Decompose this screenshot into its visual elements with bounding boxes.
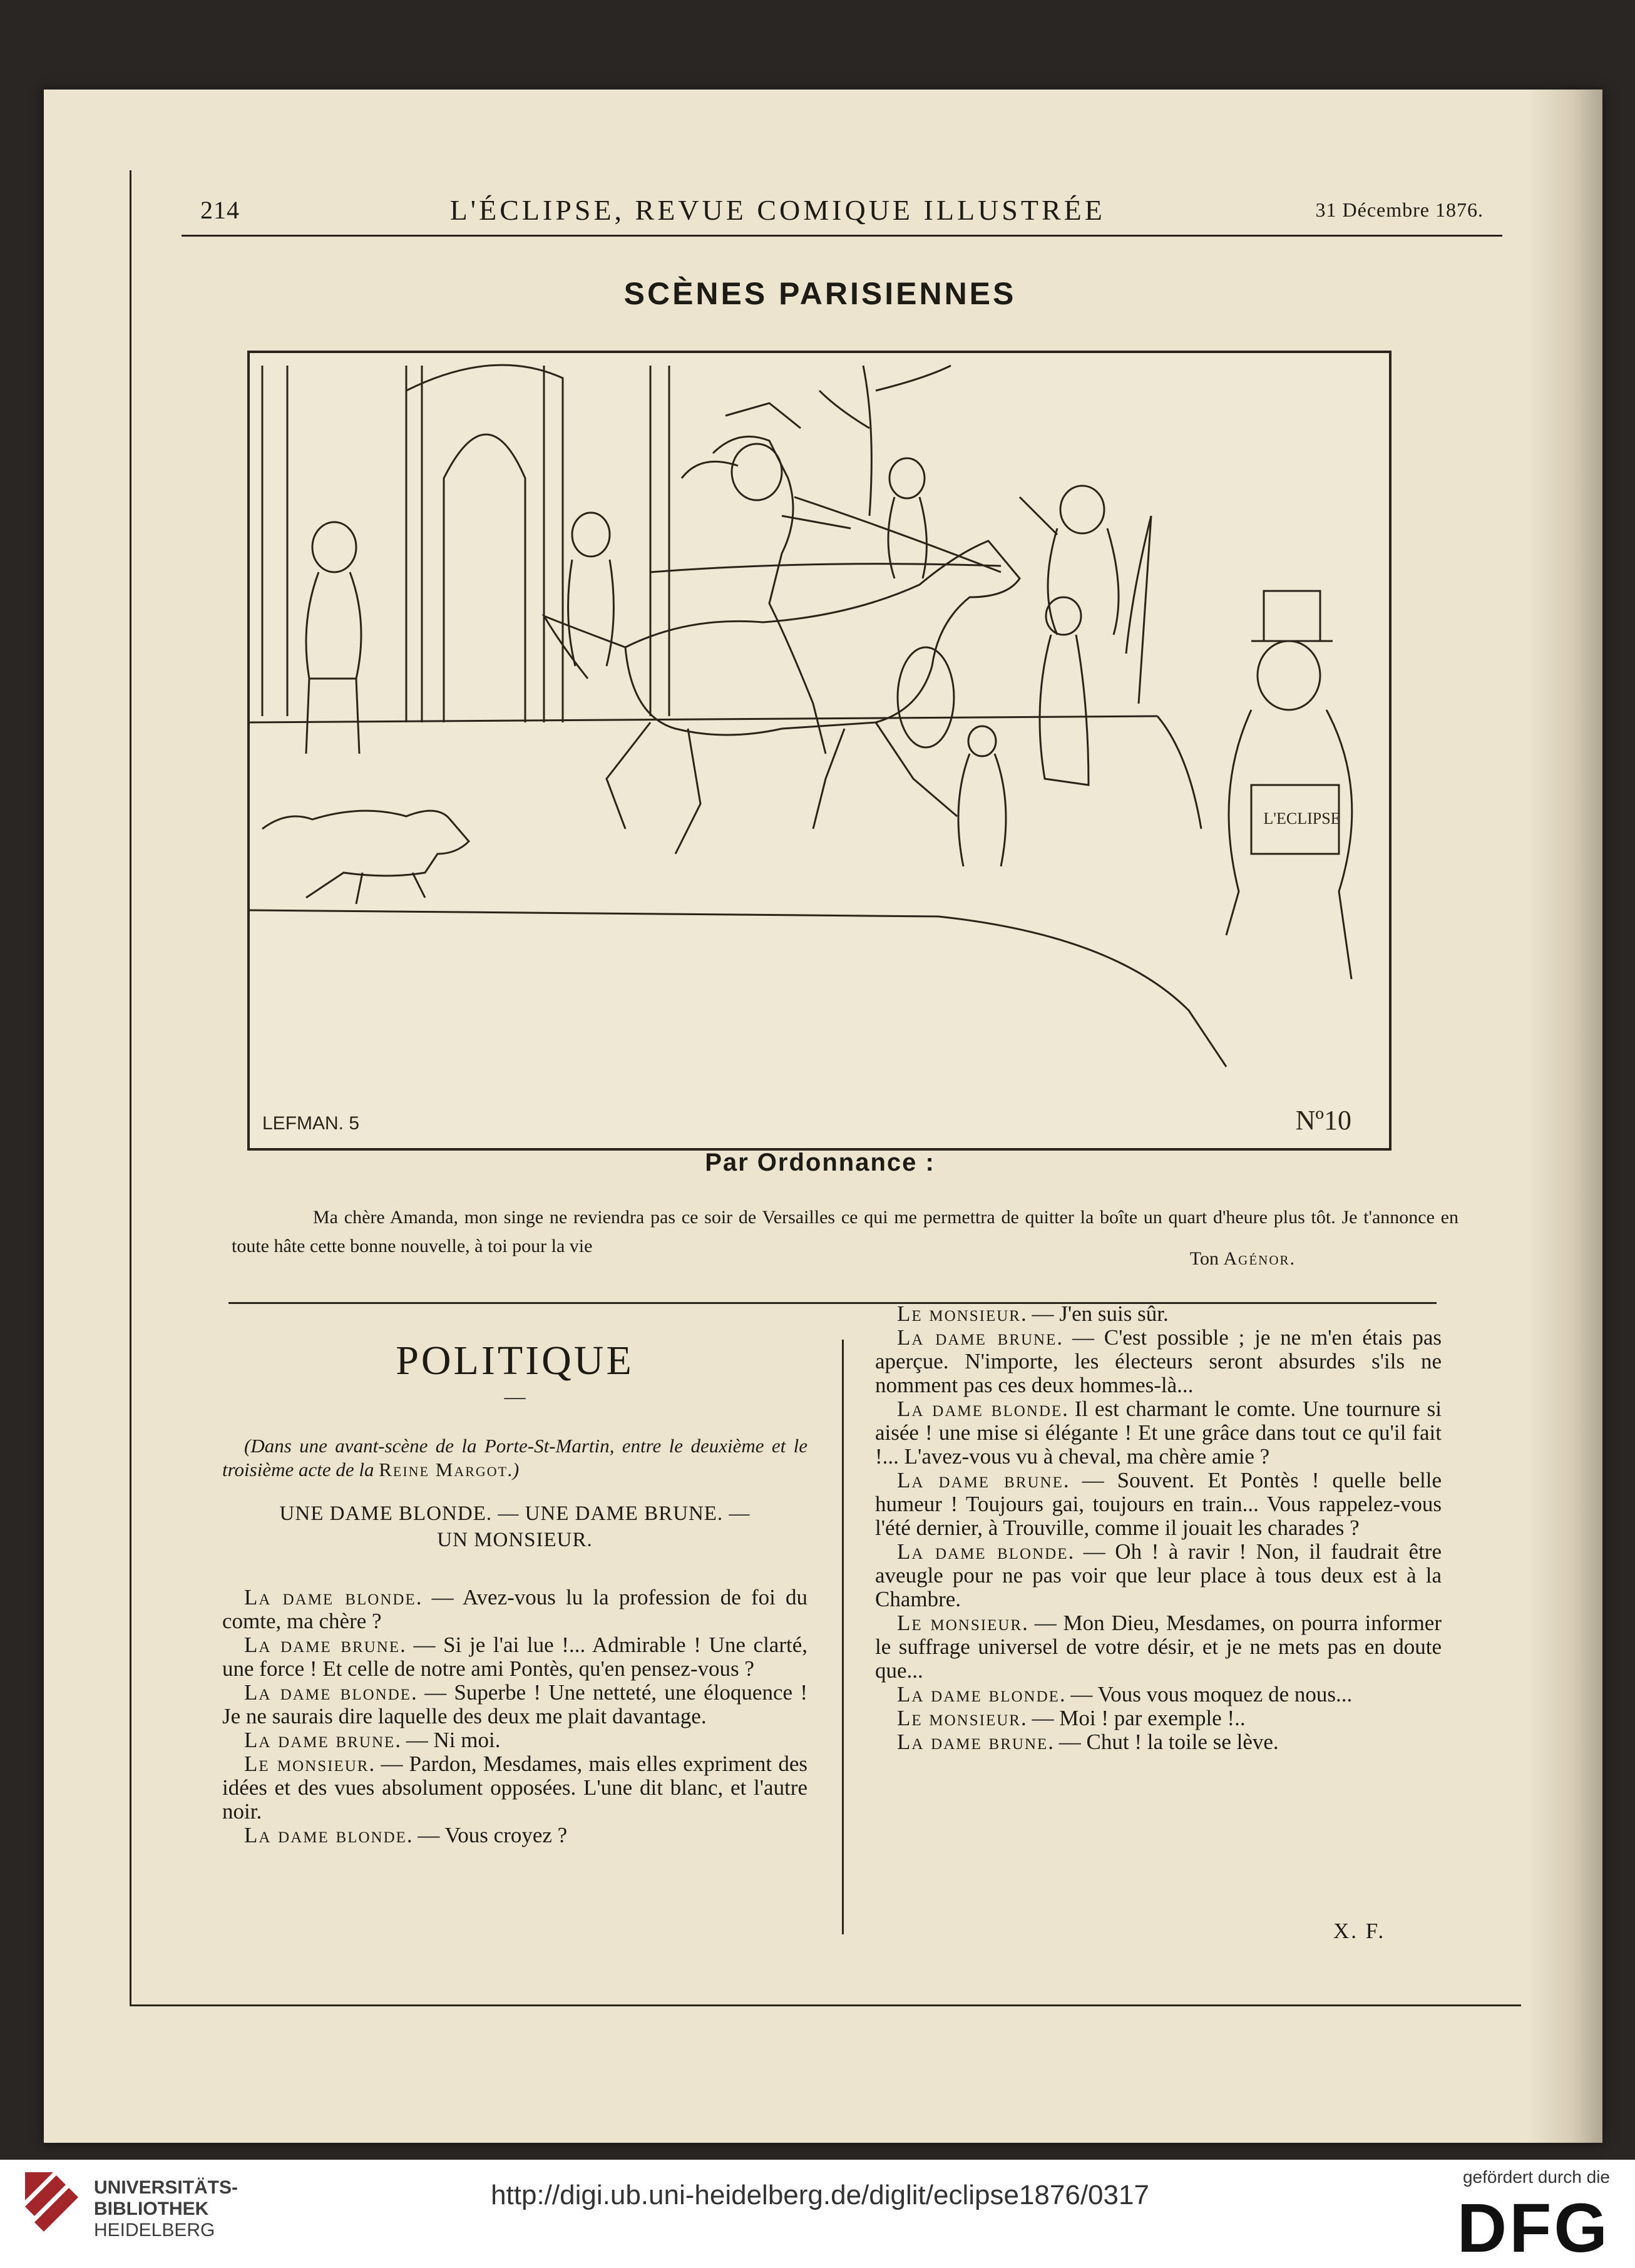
dialogue-line	[875, 1730, 1442, 1754]
speaker: La dame brune	[244, 1728, 396, 1752]
article-column-left	[222, 1302, 807, 1847]
speaker: Le monsieur	[244, 1752, 369, 1776]
stage-direction	[222, 1434, 807, 1482]
speech: . — Vous croyez ?	[406, 1823, 568, 1847]
page-number: 214	[200, 195, 240, 224]
speech: . — Si je l'ai lue !... Admirable ! Une clarté, une force ! Et celle de notre ami Pontès, qu'en pensez-vous ?	[222, 1633, 807, 1681]
dialogue-line	[222, 1586, 807, 1633]
dialogue-line	[875, 1397, 1442, 1469]
viewer-footer	[0, 2160, 1635, 2268]
article-signature: X. F.	[1333, 1919, 1386, 1943]
speaker: La dame blonde	[244, 1585, 416, 1609]
speech: . — Avez-vous lu la profession de foi du comte, ma chère ?	[222, 1585, 807, 1633]
speaker: La dame blonde	[897, 1397, 1063, 1421]
speech: . — Superbe ! Une netteté, une éloquence ! Je ne saurais dire laquelle des deux me plait davantage.	[222, 1680, 807, 1728]
speech: . — Souvent. Et Pontès ! quelle belle humeur ! Toujours gai, toujours en train... Vous rappelez-vous l'été dernier, à Trouville, comme il jouait les charades ?	[875, 1468, 1442, 1540]
cast-line-2: UN MONSIEUR.	[437, 1529, 593, 1551]
speech: . Il est charmant le comte. Une tournure si aisée ! une mise si élégante ! Et une grâce dans tout ce qu'il fait !... L'avez-vous vu à cheval, ma chère amie ?	[875, 1397, 1442, 1469]
speech: . — Ni moi.	[395, 1728, 501, 1752]
university-library-name[interactable]	[94, 2177, 238, 2241]
speech: . — Vous vous moquez de nous...	[1059, 1682, 1353, 1706]
title-dash: —	[504, 1385, 526, 1409]
speaker: La dame blonde	[244, 1680, 412, 1705]
speaker: La dame blonde	[897, 1539, 1069, 1564]
university-library-logo-icon[interactable]	[19, 2169, 81, 2238]
caption-title: Par Ordonnance :	[705, 1149, 935, 1176]
cast-list	[222, 1501, 807, 1553]
article-title: POLITIQUE	[396, 1338, 634, 1383]
speech: . — Oh ! à ravir ! Non, il faudrait être aveugle pour ne pas voir que leur place à tous deux est à la Chambre.	[875, 1539, 1442, 1611]
artist-signature: LEFMAN. 5	[262, 1113, 360, 1134]
speech: . — Mon Dieu, Mesdames, on pourra informer le suffrage universel de votre désir, et je ne mets pas en doute que...	[875, 1611, 1442, 1683]
caption-text: Ma chère Amanda, mon singe ne reviendra pas ce soir de Versailles ce qui me permettra de quitter la boîte un quart d'heure plus tôt. Je t'annonce en toute hâte cette bonne nouvelle, à toi pour la vie	[232, 1207, 1458, 1256]
speaker: Le monsieur	[897, 1611, 1023, 1635]
caption-signature	[1095, 1248, 1296, 1270]
play-title: Reine Margot	[379, 1459, 508, 1480]
cast-line-1: UNE DAME BLONDE. — UNE DAME BRUNE. —	[279, 1502, 751, 1525]
speech: . — Chut ! la toile se lève.	[1048, 1730, 1279, 1754]
speaker: La dame blonde	[897, 1682, 1060, 1706]
header-rule	[182, 235, 1502, 237]
caption-sign-prefix: Ton	[1189, 1248, 1219, 1269]
speech: . — J'en suis sûr.	[1020, 1301, 1169, 1326]
dialogue-line	[875, 1706, 1442, 1730]
speaker: Le monsieur	[897, 1301, 1021, 1326]
speaker: La dame blonde	[244, 1823, 407, 1847]
speaker: La dame brune	[897, 1730, 1048, 1754]
dfg-logo[interactable]: DFG	[1457, 2190, 1610, 2267]
stage-direction-end: .)	[508, 1459, 520, 1480]
funding-note: gefördert durch die	[1462, 2167, 1610, 2187]
speaker: La dame brune	[897, 1468, 1064, 1492]
dialogue-line	[875, 1611, 1442, 1683]
library-name-line-1: UNIVERSITÄTS-	[94, 2177, 238, 2198]
dialogue-line	[875, 1326, 1442, 1397]
library-name-line-2: BIBLIOTHEK	[94, 2199, 209, 2219]
cartoon-illustration	[247, 351, 1392, 1151]
dialogue-line	[222, 1824, 807, 1847]
speech: . — Moi ! par exemple !..	[1020, 1706, 1246, 1730]
journal-title: L'ÉCLIPSE, REVUE COMIQUE ILLUSTRÉE	[449, 193, 1105, 226]
speaker: La dame brune	[244, 1633, 401, 1657]
dialogue-line	[875, 1302, 1442, 1326]
stage-direction-text: (Dans une avant-scène de la Porte-St-Martin, entre le deuxième et le troisième acte de la	[222, 1435, 807, 1480]
dialogue-line	[875, 1683, 1442, 1706]
cartoon-drawing	[250, 353, 1384, 1143]
page-edge-shadow	[1527, 90, 1602, 2143]
dialogue-line	[222, 1633, 807, 1681]
running-head	[200, 191, 1484, 228]
sign-lettering: L'ECLIPSE	[1263, 809, 1341, 828]
plate-number: Nº10	[1295, 1105, 1351, 1136]
column-divider	[842, 1340, 844, 1934]
dialogue-line	[222, 1752, 807, 1824]
article-column-right	[875, 1302, 1442, 1754]
speaker: La dame brune	[897, 1325, 1057, 1350]
speaker: Le monsieur	[897, 1706, 1021, 1730]
speech: . — C'est possible ; je ne m'en étais pas aperçue. N'importe, les électeurs seront absurdes s'ils ne nomment pas ces deux hommes-là...	[875, 1325, 1442, 1397]
dialogue-line	[875, 1469, 1442, 1540]
library-name-line-3: HEIDELBERG	[94, 2220, 215, 2240]
caption-sign-name: Agénor.	[1223, 1248, 1296, 1269]
dialogue-line	[222, 1681, 807, 1728]
dialogue-line	[222, 1728, 807, 1752]
section-title: SCÈNES PARISIENNES	[623, 276, 1017, 311]
speech: . — Pardon, Mesdames, mais elles expriment des idées et des vues absolument opposées. L'une dit blanc, et l'autre noir.	[222, 1752, 807, 1824]
issue-date: 31 Décembre 1876.	[1315, 198, 1484, 221]
permalink-url[interactable]: http://digi.ub.uni-heidelberg.de/diglit/eclipse1876/0317	[491, 2180, 1149, 2210]
dialogue-line	[875, 1540, 1442, 1611]
